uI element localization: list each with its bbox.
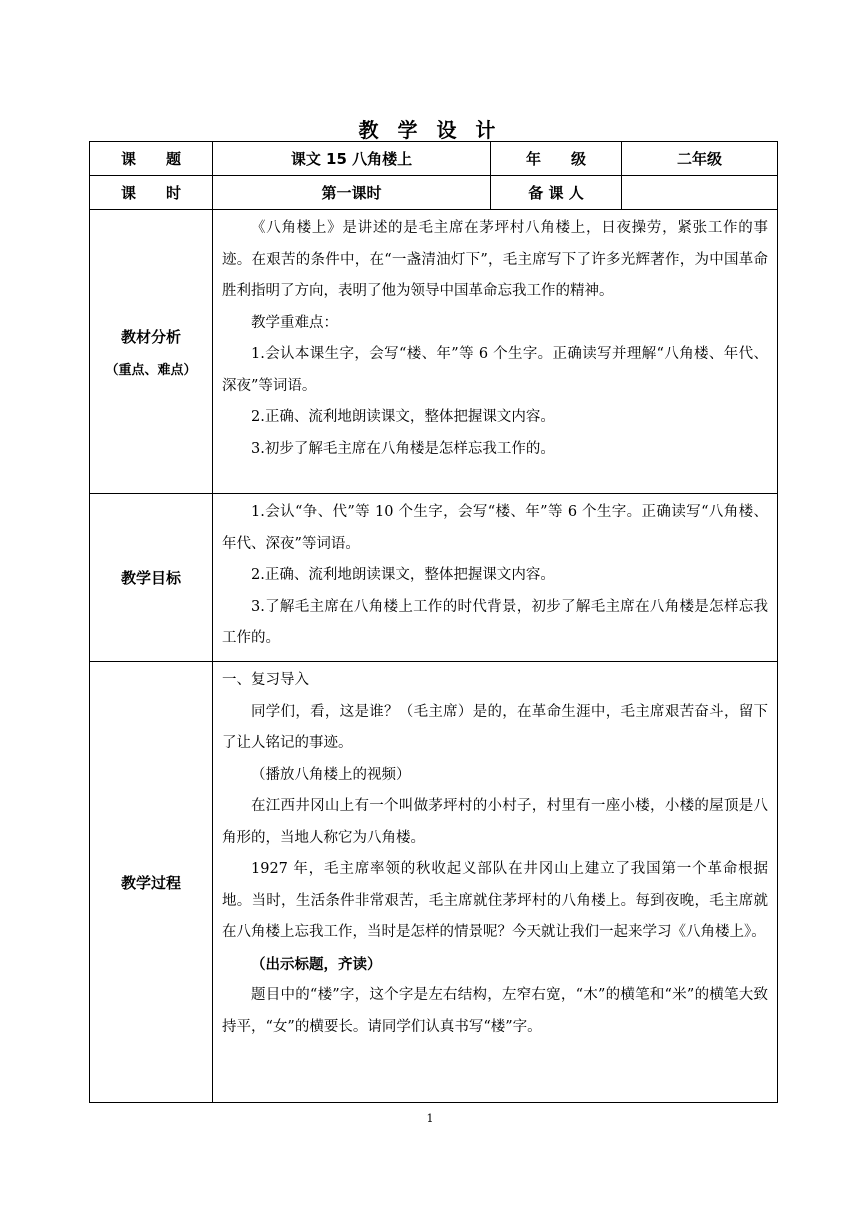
- goals-row: [90, 494, 778, 662]
- process-paragraph: 1927 年，毛主席率领的秋收起义部队在井冈山上建立了我国第一个革命根据地。当时，生活条件非常艰苦，毛主席就住茅坪村的八角楼上。每到夜晚，毛主席就在八角楼上忘我工作，当时是怎样的情景呢？今天就让我们一起来学习《八角楼上》。: [222, 861, 768, 940]
- page-number: 1: [426, 1112, 434, 1125]
- analysis-row: [90, 210, 778, 494]
- analysis-label-cell: [90, 210, 213, 494]
- analysis-sublabel: （重点、难点）: [105, 362, 197, 378]
- analysis-paragraph: 2.正确、流利地朗读课文，整体把握课文内容。: [251, 409, 555, 425]
- grade-value: 二年级: [622, 142, 778, 176]
- process-label: 教学过程: [120, 873, 181, 892]
- header-row-period: [90, 176, 778, 210]
- preparer-label: 备 课 人: [491, 176, 622, 210]
- goals-label-cell: [90, 494, 213, 662]
- process-paragraph: （播放八角楼上的视频）: [251, 766, 411, 783]
- goals-content: [213, 494, 778, 662]
- preparer-value: [622, 176, 778, 210]
- goals-paragraph: 1.会认“争、代”等 10 个生字，会写“楼、年”等 6 个生字。正确读写“八角楼、年代、深夜”等词语。: [222, 504, 768, 552]
- analysis-paragraph: 3.初步了解毛主席在八角楼是怎样忘我工作的。: [251, 440, 555, 457]
- process-paragraph: 同学们，看，这是谁？（毛主席）是的，在革命生涯中，毛主席艰苦奋斗，留下了让人铭记的事迹。: [222, 703, 768, 751]
- process-row: [90, 662, 778, 1103]
- topic-value: 课文 15 八角楼上: [213, 142, 491, 176]
- process-paragraph: 题目中的“楼”字，这个字是左右结构，左窄右宽，“木”的横笔和“米”的横笔大致持平，“女”的横要长。请同学们认真书写“楼”字。: [222, 987, 768, 1035]
- goals-paragraph: 2.正确、流利地朗读课文，整体把握课文内容。: [251, 567, 555, 583]
- analysis-content: [213, 210, 778, 494]
- process-paragraph: 在江西井冈山上有一个叫做茅坪村的小村子，村里有一座小楼，小楼的屋顶是八角形的，当地人称它为八角楼。: [222, 798, 768, 846]
- process-content: [213, 662, 778, 1103]
- topic-label: 课 题: [90, 142, 213, 176]
- analysis-label: 教材分析: [120, 327, 181, 346]
- period-value: 第一课时: [213, 176, 491, 210]
- goals-label: 教学目标: [120, 569, 181, 587]
- period-label: 课 时: [90, 176, 213, 210]
- header-row-topic: [90, 142, 778, 176]
- grade-label: 年 级: [491, 142, 622, 176]
- process-heading: 一、复习导入: [222, 672, 309, 688]
- analysis-paragraph: 1.会认本课生字，会写“楼、年”等 6 个生字。正确读写并理解“八角楼、年代、深夜”等词语。: [222, 346, 768, 394]
- analysis-paragraph: 《八角楼上》是讲述的是毛主席在茅坪村八角楼上，日夜操劳，紧张工作的事迹。在艰苦的条件中，在“一盏清油灯下”，毛主席写下了许多光辉著作，为中国革命胜利指明了方向，表明了他为领导中国革命忘我工作的精神。: [222, 220, 768, 299]
- lesson-plan-table: [89, 141, 778, 1103]
- document-title: 教 学 设 计: [358, 118, 502, 142]
- goals-paragraph: 3.了解毛主席在八角楼上工作的时代背景，初步了解毛主席在八角楼是怎样忘我工作的。: [222, 598, 768, 646]
- process-label-cell: [90, 662, 213, 1103]
- process-paragraph: （出示标题，齐读）: [251, 955, 382, 973]
- analysis-paragraph: 教学重难点：: [251, 314, 338, 331]
